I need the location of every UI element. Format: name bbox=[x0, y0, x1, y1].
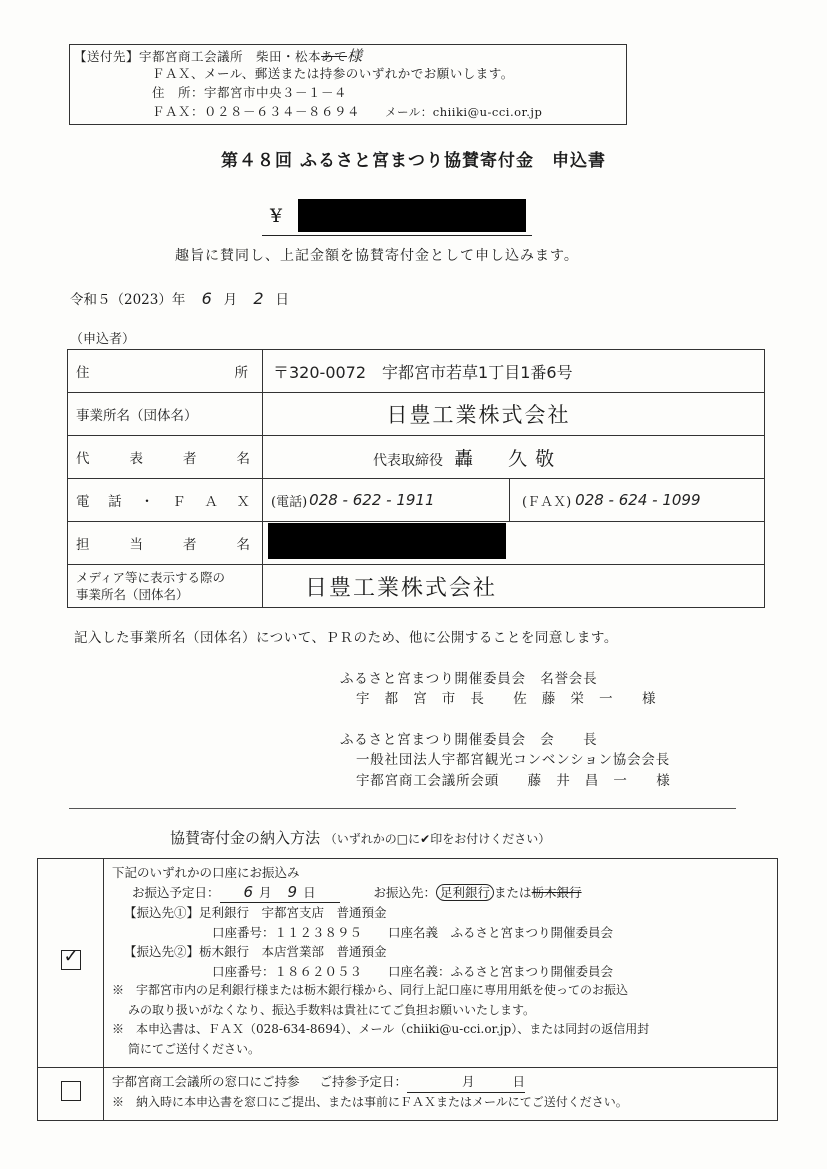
consent-text: 記入した事業所名（団体名）について、ＰＲのため、他に公開することを同意します。 bbox=[74, 630, 618, 646]
destination-or: または bbox=[494, 884, 532, 900]
phone-value: 028 - 622 - 1911 bbox=[309, 491, 435, 509]
transfer-note-2b: 筒にてご送付ください。 bbox=[128, 1041, 261, 1056]
media-row bbox=[68, 565, 765, 608]
representative-label: 代 表 者 名 bbox=[68, 436, 263, 479]
transfer-checkbox-cell bbox=[38, 859, 104, 1068]
date-month-unit: 月 bbox=[223, 292, 238, 308]
sender-mail: メール：chiiki@u-cci.or.jp bbox=[384, 105, 543, 119]
payment-method-note: （いずれかの□に✔印をお付けください） bbox=[324, 832, 551, 846]
sender-to-struck: あて bbox=[321, 49, 348, 64]
payment-method-title: 協賛寄付金の納入方法 （いずれかの□に✔印をお付けください） bbox=[170, 829, 551, 847]
sender-box bbox=[69, 44, 627, 125]
transfer-planned-line bbox=[112, 883, 771, 904]
divider bbox=[69, 808, 736, 809]
sender-fax: ＦＡＸ：０２８－６３４－８６９４ bbox=[152, 104, 361, 119]
fax-prefix: (ＦＡＸ) bbox=[522, 494, 572, 510]
representative-row bbox=[68, 436, 765, 479]
counter-line-1: 宇都宮商工会議所の窓口にご持参 ご持参予定日： 月 日 bbox=[112, 1072, 771, 1093]
signatory-line-4: 一般社団法人宇都宮観光コンベンション協会会長 bbox=[356, 752, 670, 768]
destination-bank-1: 足利銀行 bbox=[436, 884, 494, 901]
counter-checkbox[interactable] bbox=[61, 1081, 81, 1101]
transfer-note-1a: ※ 宇都宮市内の足利銀行様または栃木銀行様から、同行上記口座に専用用紙を使ってのお振込 bbox=[112, 983, 629, 997]
date-day-value: 2 bbox=[253, 289, 264, 308]
contact-label: 担 当 者 名 bbox=[68, 522, 263, 565]
checkmark-icon: ✓ bbox=[63, 946, 79, 968]
signatory-line-2: 宇 都 宮 市 長 佐 藤 栄 一 様 bbox=[356, 691, 657, 707]
account-2-detail: 口座番号：１８６２０５３ 口座名義：ふるさと宮まつり開催委員会 bbox=[212, 963, 614, 979]
counter-planned-field: 月 日 bbox=[407, 1072, 525, 1093]
sender-to: 宇都宮商工会議所 柴田・松本 bbox=[139, 49, 322, 64]
form-title: 第４８回 ふるさと宮まつり協賛寄付金 申込書 bbox=[221, 151, 606, 171]
sender-methods: ＦＡＸ、メール、郵送または持参のいずれかでお願いします。 bbox=[152, 66, 514, 81]
representative-title: 代表取締役 bbox=[373, 452, 443, 469]
counter-details bbox=[104, 1068, 778, 1121]
counter-checkbox-cell bbox=[38, 1068, 104, 1121]
company-label: 事業所名（団体名） bbox=[68, 393, 263, 436]
date-era: 令和５（2023）年 bbox=[70, 292, 186, 308]
sender-label: 【送付先】 bbox=[74, 49, 140, 64]
transfer-note-1b: みの取り扱いがなくなり、振込手数料は貴社にてご負担お願いいたします。 bbox=[128, 1002, 536, 1017]
transfer-heading: 下記のいずれかの口座にお振込み bbox=[112, 865, 300, 880]
transfer-note-2a: ※ 本申込書は、ＦＡＸ（028-634-8694）、メール（chiiki@u-cci.or.jp）、または同封の返信用封 bbox=[112, 1022, 650, 1036]
media-value: 日豊工業株式会社 bbox=[263, 565, 765, 608]
phone-row bbox=[68, 479, 765, 522]
contact-value bbox=[263, 522, 765, 565]
representative-value bbox=[263, 436, 765, 479]
account-1-head: 【振込先①】足利銀行 宇都宮支店 普通預金 bbox=[124, 905, 387, 920]
counter-note: ※ 納入時に本申込書を窓口にご提出、または事前にＦＡＸまたはメールにてご送付ください。 bbox=[112, 1094, 628, 1109]
phone-label: 電 話 ・ Ｆ Ａ Ｘ bbox=[68, 479, 263, 522]
phone-fax-cell bbox=[263, 479, 765, 522]
transfer-checkbox[interactable] bbox=[61, 946, 81, 970]
signatory-line-5: 宇都宮商工会議所会頭 藤 井 昌 一 様 bbox=[356, 773, 671, 789]
transfer-row bbox=[38, 859, 778, 1068]
company-value: 日豊工業株式会社 bbox=[263, 393, 765, 436]
signatory-line-3: ふるさと宮まつり開催委員会 会 長 bbox=[340, 732, 598, 748]
transfer-details bbox=[104, 859, 778, 1068]
amount-underline bbox=[262, 235, 532, 236]
address-label: 住 所 bbox=[68, 350, 263, 393]
contact-redacted bbox=[268, 523, 506, 559]
account-1-detail: 口座番号：１１２３８９５ 口座名義 ふるさと宮まつり開催委員会 bbox=[212, 924, 614, 940]
currency-symbol: ¥ bbox=[270, 205, 283, 227]
address-row bbox=[68, 350, 765, 393]
address-value: 〒320-0072 宇都宮市若草1丁目1番6号 bbox=[263, 350, 765, 393]
representative-name: 轟 久敬 bbox=[454, 447, 563, 470]
applicant-label: （申込者） bbox=[70, 332, 136, 347]
contact-row bbox=[68, 522, 765, 565]
applicant-table bbox=[67, 349, 765, 608]
application-date bbox=[70, 288, 289, 308]
date-month-value: 6 bbox=[201, 289, 212, 308]
counter-row bbox=[38, 1068, 778, 1121]
phone-prefix: (電話) bbox=[271, 494, 308, 510]
counter-planned-label: ご持参予定日： bbox=[319, 1074, 408, 1089]
payment-table bbox=[37, 858, 778, 1121]
sender-to-hand: 様 bbox=[347, 47, 363, 65]
signatory-line-1: ふるさと宮まつり開催委員会 名誉会長 bbox=[340, 671, 598, 687]
account-2-head: 【振込先②】栃木銀行 本店営業部 普通預金 bbox=[124, 944, 387, 959]
planned-date-label: お振込予定日： bbox=[132, 884, 220, 900]
amount-redacted bbox=[298, 199, 526, 232]
fax-value: 028 - 624 - 1099 bbox=[575, 491, 701, 509]
planned-date-field: 6 月 9 日 bbox=[220, 883, 340, 904]
destination-bank-2: 栃木銀行 bbox=[531, 884, 582, 900]
sender-address: 住 所：宇都宮市中央３－１－４ bbox=[152, 85, 348, 100]
destination-label: お振込先： bbox=[373, 884, 437, 900]
company-row bbox=[68, 393, 765, 436]
date-day-unit: 日 bbox=[275, 292, 289, 308]
media-label: メディア等に表示する際の 事業所名（団体名） bbox=[68, 565, 263, 608]
statement: 趣旨に賛同し、上記金額を協賛寄付金として申し込みます。 bbox=[175, 248, 579, 264]
